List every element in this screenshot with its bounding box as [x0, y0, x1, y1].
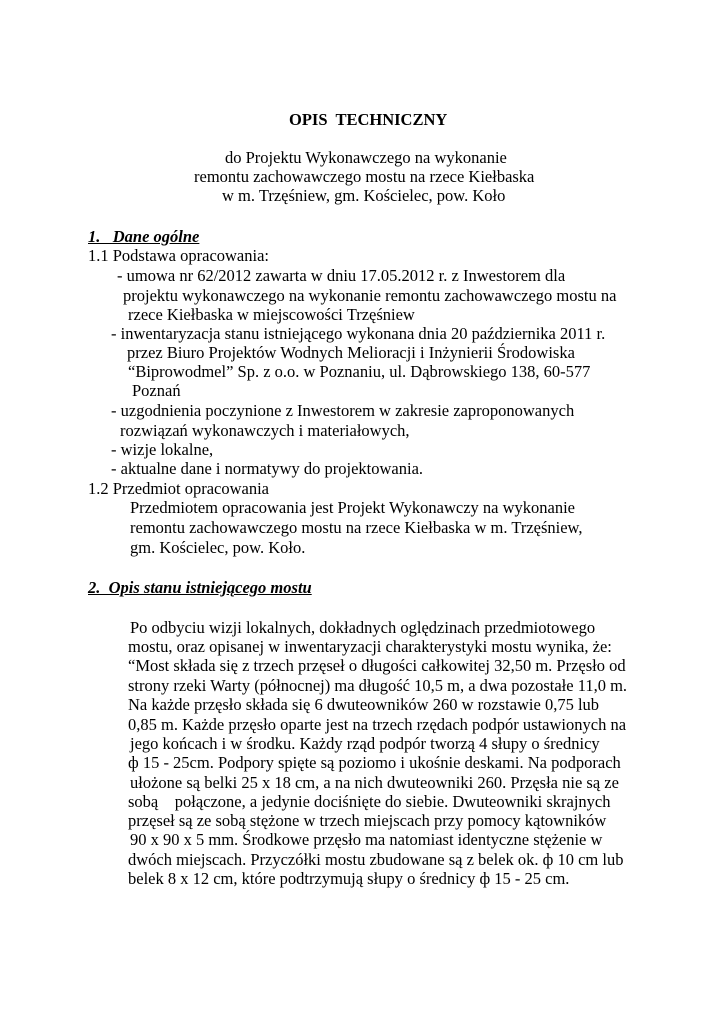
description-line: “Most składa się z trzech przęseł o długości całkowitej 32,50 m. Przęsło od	[128, 656, 626, 675]
basis-item-line: Poznań	[132, 381, 181, 400]
description-line: 90 x 90 x 5 mm. Środkowe przęsło ma natomiast identyczne stężenie w	[130, 830, 603, 849]
description-line: mostu, oraz opisanej w inwentaryzacji charakterystyki mostu wynika, że:	[128, 637, 612, 656]
basis-item-line: - wizje lokalne,	[111, 440, 214, 459]
description-line: jego końcach i w środku. Każdy rząd podpór tworzą 4 słupy o średnicy	[130, 734, 600, 753]
description-line: ф 15 - 25cm. Podpory spięte są poziomo i ukośnie deskami. Na podporach	[128, 753, 621, 772]
description-line: sobą połączone, a jedynie dociśnięte do siebie. Dwuteowniki skrajnych	[128, 792, 611, 811]
description-line: przęseł są ze sobą stężone w trzech miejscach przy pomocy kątowników	[128, 811, 607, 830]
subject-line: gm. Kościelec, pow. Koło.	[130, 538, 306, 557]
subtitle-line: do Projektu Wykonawczego na wykonanie	[225, 148, 507, 167]
subtitle-line: w m. Trzęśniew, gm. Kościelec, pow. Koło	[222, 186, 506, 205]
subject-line: Przedmiotem opracowania jest Projekt Wykonawczy na wykonanie	[130, 498, 575, 517]
description-line: Na każde przęsło składa się 6 dwuteowników 260 w rozstawie 0,75 lub	[128, 695, 600, 714]
description-line: 0,85 m. Każde przęsło oparte jest na trzech rzędach podpór ustawionych na	[128, 715, 627, 734]
basis-item-line: rzece Kiełbaska w miejscowości Trzęśniew	[128, 305, 415, 324]
subtitle-line: remontu zachowawczego mostu na rzece Kiełbaska	[194, 167, 535, 186]
basis-item-line: - inwentaryzacja stanu istniejącego wykonana dnia 20 października 2011 r.	[111, 324, 606, 343]
description-line: ułożone są belki 25 x 18 cm, a na nich dwuteowniki 260. Przęsła nie są ze	[130, 773, 619, 792]
basis-item-line: “Biprowodmel” Sp. z o.o. w Poznaniu, ul. Dąbrowskiego 138, 60-577	[128, 362, 591, 381]
basis-item-line: - aktualne dane i normatywy do projektowania.	[111, 459, 424, 478]
basis-item-line: - uzgodnienia poczynione z Inwestorem w zakresie zaproponowanych	[111, 401, 575, 420]
basis-item-line: rozwiązań wykonawczych i materiałowych,	[120, 421, 410, 440]
basis-item-line: przez Biuro Projektów Wodnych Melioracji i Inżynierii Środowiska	[127, 343, 575, 362]
description-line: strony rzeki Warty (północnej) ma długość 10,5 m, a dwa pozostałe 11,0 m.	[128, 676, 628, 695]
basis-item-line: - umowa nr 62/2012 zawarta w dniu 17.05.2012 r. z Inwestorem dla	[117, 266, 566, 285]
description-line: belek 8 x 12 cm, które podtrzymują słupy o średnicy ф 15 - 25 cm.	[128, 869, 570, 888]
section-2-heading: 2. Opis stanu istniejącego mostu	[88, 578, 312, 597]
description-line: Po odbyciu wizji lokalnych, dokładnych oględzinach przedmiotowego	[130, 618, 596, 637]
subsection-1-2-label: 1.2 Przedmiot opracowania	[88, 479, 269, 498]
subsection-1-1-label: 1.1 Podstawa opracowania:	[88, 246, 269, 265]
basis-item-line: projektu wykonawczego na wykonanie remontu zachowawczego mostu na	[123, 286, 617, 305]
description-line: dwóch miejscach. Przyczółki mostu zbudowane są z belek ok. ф 10 cm lub	[128, 850, 624, 869]
section-1-heading: 1. Dane ogólne	[88, 227, 200, 246]
document-title: OPIS TECHNICZNY	[289, 110, 448, 129]
subject-line: remontu zachowawczego mostu na rzece Kiełbaska w m. Trzęśniew,	[130, 518, 583, 537]
